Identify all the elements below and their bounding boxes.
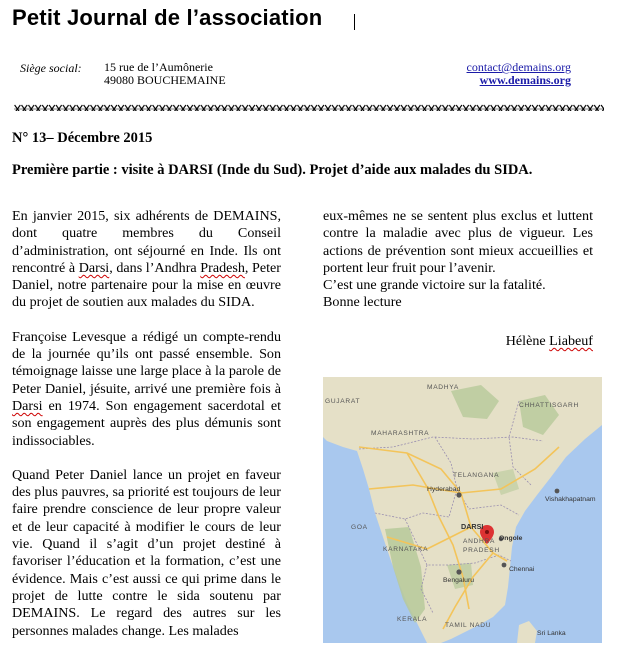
map-label-maharashtra: MAHARASHTRA [371,430,430,437]
place-darsi: Darsi [12,397,43,414]
map-label-bengaluru: Bengaluru [443,577,474,584]
closing-greeting: Bonne lecture [323,294,402,311]
place-pradesh: Pradesh [200,259,245,276]
map-label-vishakhapatnam: Vishakhapatnam [545,496,596,503]
contact-block [467,61,571,87]
map-label-chhattisgarh: CHHATTISGARH [519,402,579,409]
map-label-gujarat: GUJARAT [325,398,361,405]
map-label-goa: GOA [351,524,368,531]
address-block [104,61,226,87]
map-label-andhra: ANDHRA [463,538,496,545]
signature [323,333,593,350]
text-run: , Peter Daniel, notre partenaire pour la mise en œuvre du projet de soutien aux malades du SIDA. [12,259,281,311]
address-line-2: 49080 BOUCHEMAINE [104,73,226,87]
decorative-divider [14,101,604,111]
place-darsi: Darsi [78,259,110,276]
email-link[interactable]: contact@demains.org [466,60,571,74]
map-label-hyderabad: Hyderabad [427,486,461,493]
paragraph-report [12,329,281,450]
map-south-india [323,377,602,643]
signature-last-name: Liabeuf [549,332,593,349]
right-column [323,208,593,350]
map-label-sri-lanka: Sri Lanka [537,630,566,637]
map-label-kerala: KERALA [397,616,428,623]
website-link[interactable]: www.demains.org [479,73,571,87]
map-label-tamil-nadu: TAMIL NADU [445,622,492,629]
address-line-1: 15 rue de l’Aumônerie [104,60,213,74]
article-heading: Première partie : visite à DARSI (Inde du Sud). Projet d’aide aux malades du SIDA. [12,162,533,178]
map-label-telangana: TELANGANA [453,472,500,479]
text-run: Françoise Levesque a rédigé un compte-rendu de la journée qu’ils ont passé ensemble. Son témoignage laisse une large place à la parole de Peter Daniel, jésuite, arrivé une première fois à [12,328,281,397]
issue-number: N° 13– Décembre 2015 [12,130,153,146]
map-label-darsi: DARSI [461,522,484,531]
text-run: En janvier 2015, six adhérents de DEMAINS, dont quatre membres du Conseil d’administration, ont séjourné en Inde. Ils ont rencontré à [12,208,281,276]
map-label-karnataka: KARNATAKA [383,546,429,553]
map-label-pradesh: PRADESH [463,547,500,554]
closing-line: C’est une grande victoire sur la fatalité. [323,277,546,294]
map-label-ongole: Ongole [499,535,523,542]
left-column [12,208,281,640]
paragraph-intro [12,208,281,312]
siege-label: Siège social: [20,61,82,75]
map-label-madhya: MADHYA [427,384,459,391]
text-run: , dans l’Andhra [109,259,201,276]
text-cursor [354,14,355,30]
paragraph-project: Quand Peter Daniel lance un projet en faveur des plus pauvres, sa priorité est toujours de leur faire prendre conscience de leur propre valeur et de leur capacité à modifier le cours de leur vie. Quand il s’agit d’un projet destiné à favoriser l’éducation et la formation, c’est une évidence. Mais c’est aussi ce qui prime dans le projet de lutte contre le sida soutenu par DEMAINS. Le regard des autres sur les personnes malades change. Les malades [12,466,281,639]
map-label-chennai: Chennai [509,566,535,573]
newsletter-title: Petit Journal de l’association [12,5,323,30]
paragraph-continued: eux-mêmes ne se sentent plus exclus et luttent contre la maladie avec plus de vigueur. Les actions de prévention sont mieux accueillies et portent leur fruit pour l’avenir. [323,208,593,276]
signature-first-name: Hélène [505,332,550,349]
text-run: en 1974. Son engagement sacerdotal et son engagement auprès des plus démunis sont indissociables. [12,397,281,449]
